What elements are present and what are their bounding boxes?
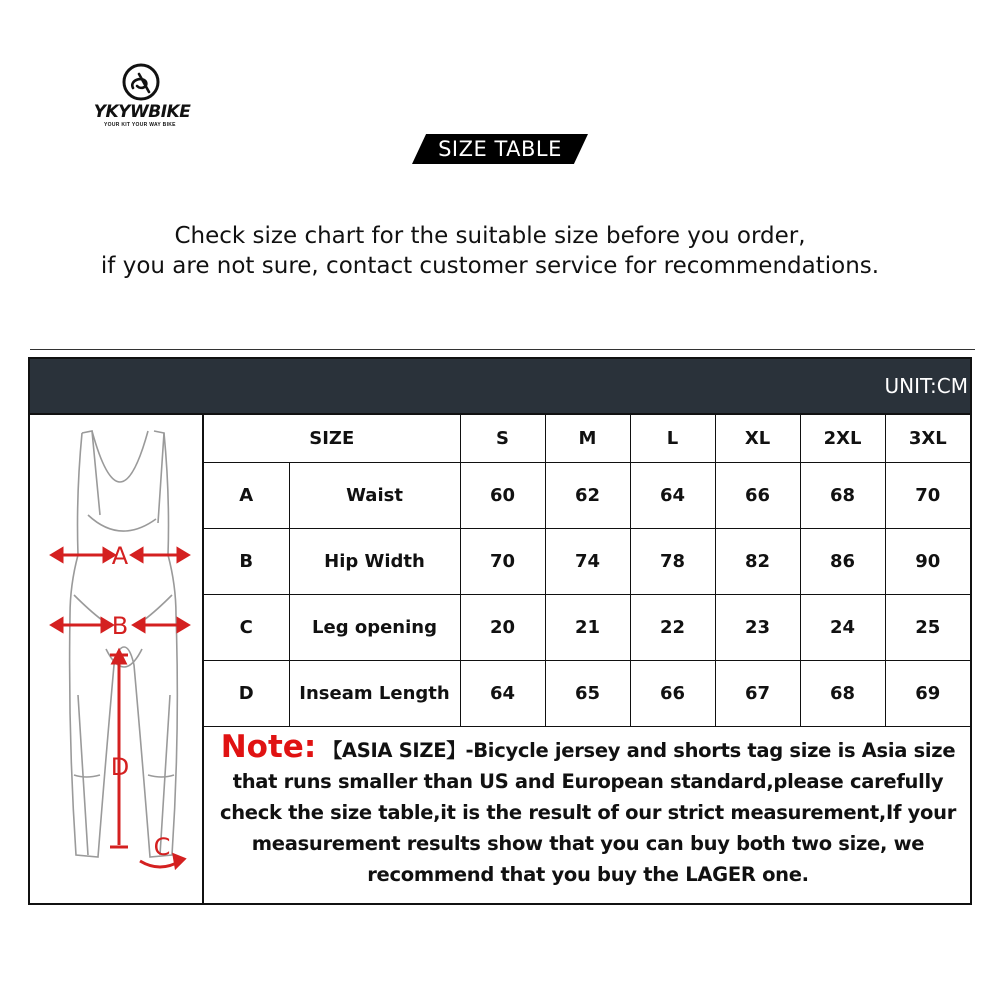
size-table <box>204 415 970 727</box>
banner-label: SIZE TABLE <box>438 137 562 161</box>
table-cell: 65 <box>545 661 630 727</box>
bib-tights-icon <box>30 415 202 903</box>
marker-a: A <box>111 542 129 570</box>
table-cell: 21 <box>545 595 630 661</box>
header-size-m: M <box>545 415 630 463</box>
brand-name: YKYWBIKE <box>93 102 191 122</box>
bib-tights-diagram <box>30 415 204 903</box>
table-cell: 74 <box>545 529 630 595</box>
row-code: B <box>204 529 289 595</box>
brand-tagline: YOUR KIT YOUR WAY BIKE <box>104 122 176 128</box>
table-cell: 70 <box>460 529 545 595</box>
table-cell: 69 <box>885 661 970 727</box>
table-cell: 62 <box>545 463 630 529</box>
marker-b: B <box>111 612 129 640</box>
table-cell: 86 <box>800 529 885 595</box>
header-size-3xl: 3XL <box>885 415 970 463</box>
row-measure-name: Inseam Length <box>289 661 460 727</box>
row-measure-name: Leg opening <box>289 595 460 661</box>
size-table-banner <box>412 134 588 164</box>
brand-logo <box>78 62 208 134</box>
header-size-s: S <box>460 415 545 463</box>
row-measure-name: Hip Width <box>289 529 460 595</box>
table-cell: 23 <box>715 595 800 661</box>
unit-label: UNIT:CM <box>884 374 968 398</box>
header-size-label: SIZE <box>204 415 460 463</box>
note-label: Note: <box>220 729 317 765</box>
header-size-2xl: 2XL <box>800 415 885 463</box>
table-cell: 90 <box>885 529 970 595</box>
table-row <box>204 595 970 661</box>
table-row <box>204 661 970 727</box>
intro-line-1: Check size chart for the suitable size before you order, <box>174 223 806 249</box>
marker-d: D <box>110 753 130 781</box>
unit-bar <box>30 359 970 415</box>
table-cell: 22 <box>630 595 715 661</box>
bike-logo-icon <box>119 62 163 102</box>
table-cell: 68 <box>800 463 885 529</box>
table-cell: 64 <box>460 661 545 727</box>
row-code: C <box>204 595 289 661</box>
table-cell: 60 <box>460 463 545 529</box>
table-row <box>204 529 970 595</box>
table-cell: 78 <box>630 529 715 595</box>
table-cell: 24 <box>800 595 885 661</box>
table-row <box>204 463 970 529</box>
marker-c: C <box>153 833 171 861</box>
size-chart-frame <box>28 357 972 905</box>
row-measure-name: Waist <box>289 463 460 529</box>
table-cell: 82 <box>715 529 800 595</box>
table-cell: 20 <box>460 595 545 661</box>
row-code: A <box>204 463 289 529</box>
table-cell: 68 <box>800 661 885 727</box>
header-size-l: L <box>630 415 715 463</box>
intro-line-2: if you are not sure, contact customer service for recommendations. <box>100 253 880 279</box>
table-cell: 25 <box>885 595 970 661</box>
divider <box>30 349 975 350</box>
table-cell: 64 <box>630 463 715 529</box>
table-header-row <box>204 415 970 463</box>
note-text: 【ASIA SIZE】-Bicycle jersey and shorts tag size is Asia size that runs smaller than US and European standard,please carefully check the size table,it is the result of our strict measurement,If your measurement results show that you can buy both two size, we recommend that you buy the LAGER one. <box>219 739 957 886</box>
table-cell: 66 <box>630 661 715 727</box>
table-cell: 67 <box>715 661 800 727</box>
header-size-xl: XL <box>715 415 800 463</box>
table-cell: 70 <box>885 463 970 529</box>
table-cell: 66 <box>715 463 800 529</box>
size-note <box>204 726 970 903</box>
row-code: D <box>204 661 289 727</box>
